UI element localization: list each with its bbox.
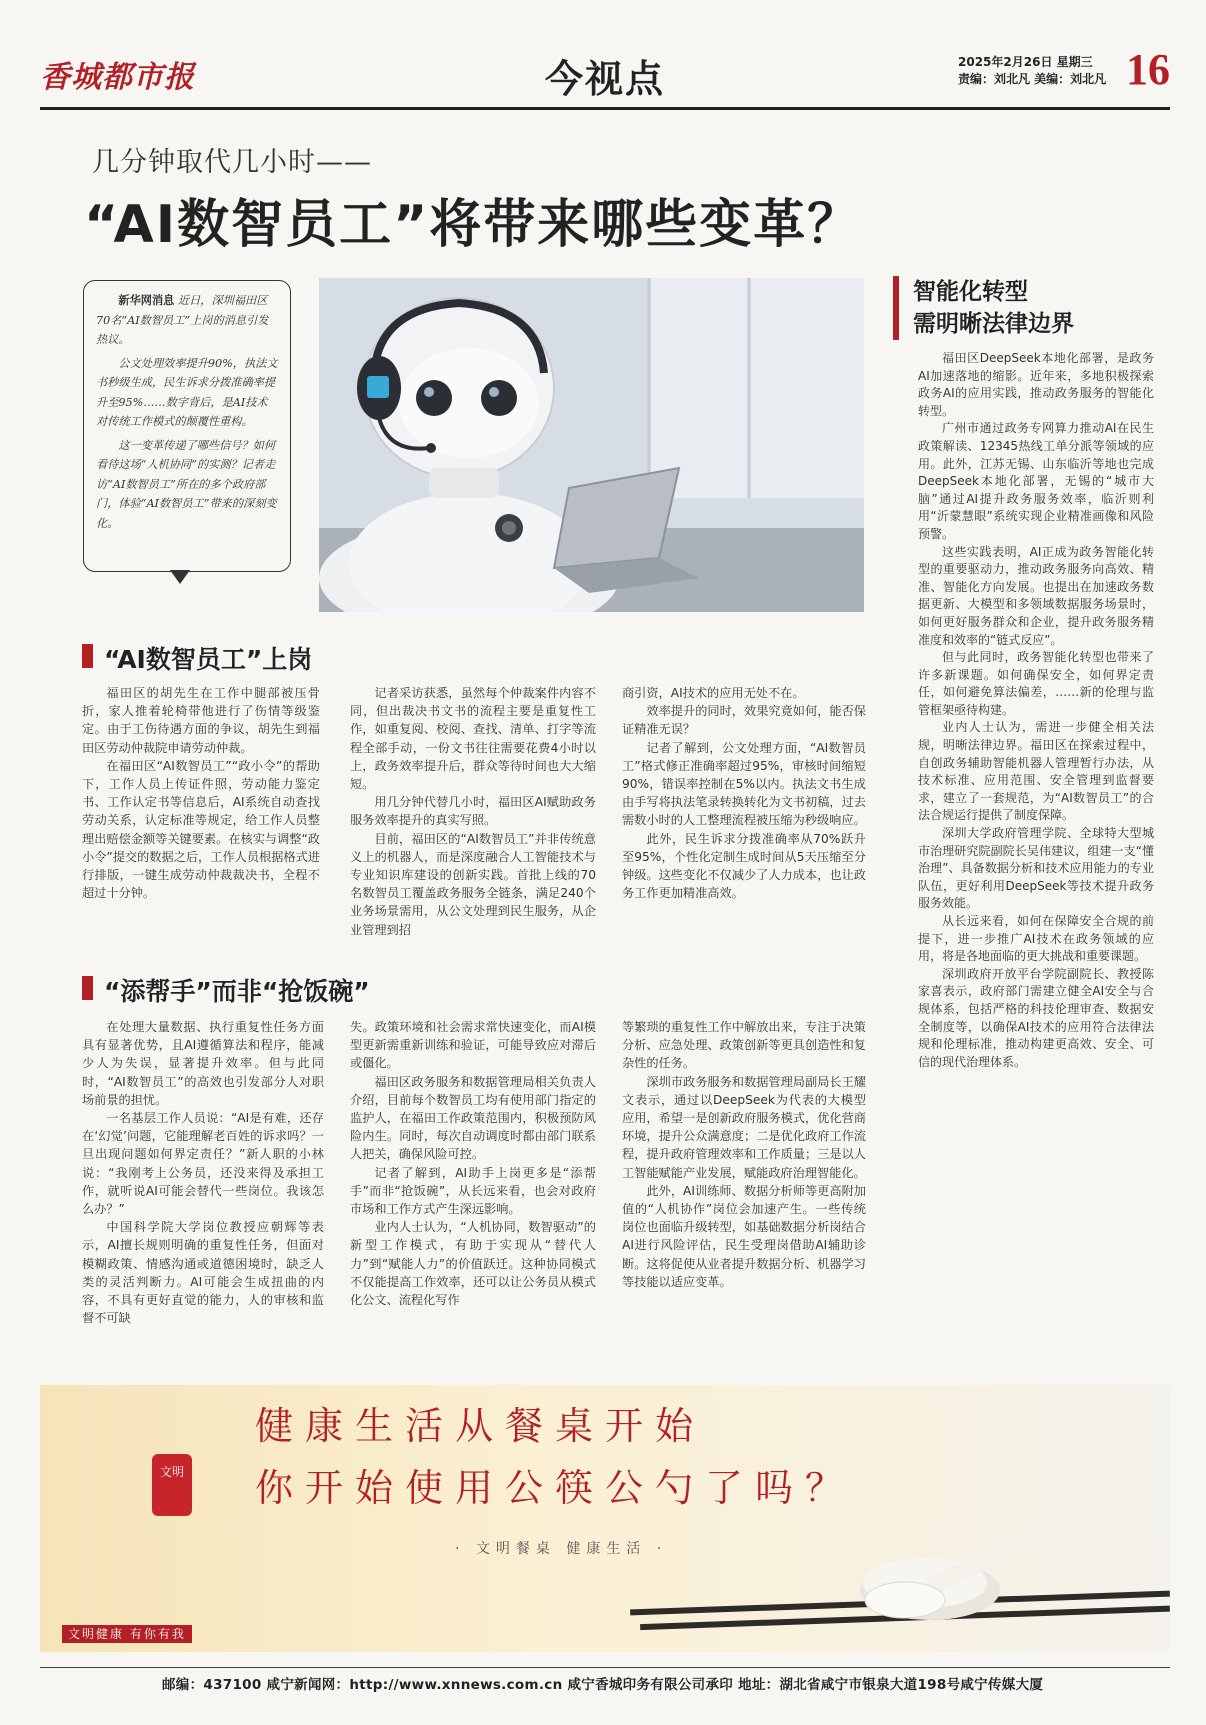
section-title: 今视点 bbox=[545, 57, 666, 101]
paragraph: 深圳市政务服务和数据管理局副局长王耀文表示，通过以DeepSeek为代表的大模型应用，希望一是创新政府服务模式，优化营商环境，提升公众满意度；二是优化政府工作流程，提升政府管理效率和工作质量；三是以人工智能赋能产业发展，赋能政府治理智能化。 bbox=[622, 1074, 866, 1180]
masthead bbox=[40, 44, 1170, 110]
robot-illustration bbox=[319, 278, 864, 612]
page-number: 16 bbox=[1126, 45, 1170, 94]
footer-info: 邮编：437100 咸宁新闻网：http://www.xnnews.com.cn 咸宁香城印务有限公司承印 地址：湖北省咸宁市银泉大道198号咸宁传媒大厦 bbox=[162, 1677, 1044, 1693]
paragraph: 记者了解到，公文处理方面，“AI数智员工”格式修正准确率超过95%，审核时间缩短90%，错误率控制在5%以内。执法文书生成由手写将执法笔录转换转化为文书初稿，过去需数小时的人工整理流程被压缩为秒级响应。 bbox=[622, 740, 866, 828]
paragraph: 在处理大量数据、执行重复性任务方面具有显著优势，且AI遵循算法和程序，能减少人为失误，显著提升效率。但与此同时，“AI数智员工”的高效也引发部分人对职场前景的担忧。 bbox=[82, 1020, 324, 1107]
paragraph: 业内人士认为，“人机协同，数智驱动”的新型工作模式，有助于实现从“替代人力”到“赋能人力”的价值跃迁。这种协同模式不仅能提高工作效率，还可以让公务员从模式化公文、流程化写作 bbox=[350, 1220, 596, 1308]
paragraph: 等繁琐的重复性工作中解放出来，专注于决策分析、应急处理、政策创新等更具创造性和复杂性的任务。 bbox=[622, 1020, 866, 1071]
paragraph: 深圳大学政府管理学院、全球特大型城市治理研究院副院长吴伟建议，组建一支“懂治理”、具备数据分析和技术应用能力的专业队伍，更好利用DeepSeek等技术提升政务服务效能。 bbox=[918, 826, 1154, 911]
paragraph: 用几分钟代替几小时，福田区AI赋助政务服务效率提升的真实写照。 bbox=[350, 795, 596, 828]
article-headline: “AI数智员工”将带来哪些变革？ bbox=[84, 195, 862, 255]
paragraph: 记者采访获悉，虽然每个仲裁案件内容不同，但出裁决书文书的流程主要是重复性工作，如重复阅、校阅、查找、清单、打字等流程全部手动，一份文书往往需要花费4小时以上，政务效率提升后，群众等待时间也大大缩短。 bbox=[350, 686, 596, 792]
section2-col1 bbox=[82, 1018, 324, 1327]
lead-text-1: 近日，深圳福田区70名“AI数智员工”上岗的消息引发热议。 bbox=[96, 294, 269, 346]
paragraph: 深圳政府开放平台学院副院长、教授陈家喜表示，政府部门需建立健全AI安全与合规体系，包括严格的科技伦理审查、数据安全制度等，以确保AI技术的应用符合法律法规和伦理标准，推动构建更高效、安全、可信的现代治理体系。 bbox=[918, 966, 1154, 1069]
paragraph: 此外，民生诉求分拨准确率从70%跃升至95%，个性化定制生成时间从5天压缩至分钟级。这些变化不仅减少了人力成本，也让政务工作更加精准高效。 bbox=[622, 831, 866, 901]
sidebar-body bbox=[918, 350, 1154, 1071]
section1-heading: “AI数智员工”上岗 bbox=[82, 640, 312, 676]
ad-tag: 文明健康 有你有我 bbox=[62, 1625, 192, 1643]
issue-date: 2025年2月26日 星期三 bbox=[958, 55, 1093, 69]
paragraph: 在福田区“AI数智员工”“政小令”的帮助下，工作人员上传证件照，劳动能力鉴定书、工作认定书等信息后，AI系统自动查找劳动关系，认定标准等规定，给工作人员整理出赔偿金额等关键要素。在核实与调整“政小令”提交的数据之后，工作人员根据格式进行排版，一键生成劳动仲裁裁决书，全程不超过十分钟。 bbox=[82, 758, 320, 901]
section1-col1 bbox=[82, 684, 320, 902]
paragraph: 从长远来看，如何在保障安全合规的前提下，进一步推广AI技术在政务领域的应用，将是各地面临的更大挑战和重要课题。 bbox=[918, 914, 1154, 964]
date-editors bbox=[958, 54, 1106, 88]
public-service-ad bbox=[40, 1385, 1170, 1652]
paragraph: 失。政策环境和社会需求常快速变化，而AI模型更新需重新训练和验证，可能导致应对滞后或僵化。 bbox=[350, 1020, 596, 1071]
lead-p3: 这一变革传递了哪些信号？如何看待这场“人机协同”的实测？记者走访“AI数智员工”所在的多个政府部门，体验“AI数智员工”带来的深刻变化。 bbox=[96, 438, 277, 530]
article-kicker: 几分钟取代几小时—— bbox=[92, 147, 372, 178]
paragraph: 但与此同时，政务智能化转型也带来了许多新课题。如何确保安全，如何界定责任，如何避免算法偏差，……新的伦理与监管框架亟待构建。 bbox=[918, 650, 1154, 717]
lead-box-tail bbox=[170, 570, 190, 584]
paragraph: 广州市通过政务专网算力推动AI在民生政策解读、12345热线工单分派等领域的应用。此外，江苏无锡、山东临沂等地也完成DeepSeek本地化部署，无锡的“城市大脑”通过AI提升政务服务效率，临沂则利用“沂蒙慧眼”系统实现企业精准画像和风险预警。 bbox=[918, 421, 1154, 541]
ad-slogan: · 文明餐桌 健康生活 · bbox=[455, 1541, 668, 1557]
paragraph: 一名基层工作人员说：“AI是有难，还存在‘幻觉’问题，它能理解老百姓的诉求吗？一旦出现问题如何界定责任？”新人职的小林说：“我刚考上公务员，还没来得及承担工作，就听说AI可能会替代一些岗位。我该怎么办？” bbox=[82, 1111, 324, 1217]
lead-source: 新华网消息 bbox=[118, 294, 175, 307]
ad-line-1: 健康生活从餐桌开始 bbox=[255, 1404, 706, 1448]
paragraph: 效率提升的同时，效果究竟如何，能否保证精准无误？ bbox=[622, 704, 866, 737]
paragraph: 此外，AI训练师、数据分析师等更高附加值的“人机协作”岗位会加速产生。一些传统岗位也面临升级转型，如基础数据分析岗结合AI进行风险评估，民生受理岗借助AI辅助诊断。这将促使从业者提升数据分析、机器学习等技能以适应变革。 bbox=[622, 1183, 866, 1289]
ad-line-2: 你开始使用公筷公勺了吗？ bbox=[255, 1466, 856, 1510]
footer-divider bbox=[40, 1667, 1170, 1668]
paragraph: 中国科学院大学岗位教授应朝辉等表示，AI擅长规则明确的重复性任务，但面对模糊政策、情感沟通或道德困境时，缺乏人类的灵活判断力。AI可能会生成扭曲的内容，不具有更好直觉的能力，人的审核和监督不可缺 bbox=[82, 1220, 324, 1326]
ad-seal: 文明 bbox=[152, 1454, 192, 1516]
paragraph: 目前，福田区的“AI数智员工”并非传统意义上的机器人，而是深度融合人工智能技术与专业知识库建设的创新实践。首批上线的70名数智员工覆盖政务服务全链条，满足240个业务场景需用，从公文处理到民生服务，从企业管理到招 bbox=[350, 831, 596, 937]
editors: 责编：刘北凡 美编：刘北凡 bbox=[958, 72, 1107, 86]
paper-name-logo: 香城都市报 bbox=[40, 60, 195, 95]
sidebar-heading: 智能化转型 需明晰法律边界 bbox=[893, 276, 1074, 340]
paragraph: 福田区DeepSeek本地化部署，是政务AI加速落地的缩影。近年来，多地积极探索政务AI的应用实践，推动政务服务的智能化转型。 bbox=[918, 351, 1154, 418]
lead-p2: 公文处理效率提升90%，执法文书秒级生成，民生诉求分拨准确率提升至95%……数字背后，是AI技术对传统工作模式的颠覆性重构。 bbox=[96, 356, 278, 428]
section1-col3 bbox=[622, 684, 866, 902]
paragraph: 福田区的胡先生在工作中腿部被压骨折，家人推着轮椅带他进行了伤情等级鉴定。由于工伤待遇方面的争议，胡先生到福田区劳动仲裁院申请劳动仲裁。 bbox=[82, 686, 320, 755]
section2-heading: “添帮手”而非“抢饭碗” bbox=[82, 972, 370, 1008]
robot-photo bbox=[319, 278, 864, 612]
section2-col2 bbox=[350, 1018, 596, 1309]
lead-p1 bbox=[96, 291, 278, 350]
section1-col2 bbox=[350, 684, 596, 939]
lead-box bbox=[83, 280, 291, 572]
paragraph: 福田区政务服务和数据管理局相关负责人介绍，目前每个数智员工均有使用部门指定的监护人，在福田工作政策范围内，积极预防风险内生。同时，每次自动调度时都由部门联系人把关，确保风险可控。 bbox=[350, 1074, 596, 1162]
paragraph: 这些实践表明，AI正成为政务智能化转型的重要驱动力，推动政务服务向高效、精准、智能化方向发展。也提出在加速政务数据更新、大模型和多领域数据服务场景时，如何更好服务群众和企业，提升政务服务精准度和效率的“链式反应”。 bbox=[918, 544, 1154, 647]
paragraph: 业内人士认为，需进一步健全相关法规，明晰法律边界。福田区在探索过程中，自创政务辅助智能机器人管理暂行办法，从技术标准、应用范围、安全管理到监督要求，建立了一套规范，为“AI数智员工”的合法合规运行提供了制度保障。 bbox=[918, 720, 1154, 823]
paragraph: 记者了解到，AI助手上岗更多是“添帮手”而非“抢饭碗”，从长远来看，也会对政府市场和工作方式产生深远影响。 bbox=[350, 1165, 596, 1217]
section2-col3 bbox=[622, 1018, 866, 1291]
paragraph: 商引资，AI技术的应用无处不在。 bbox=[622, 686, 805, 700]
